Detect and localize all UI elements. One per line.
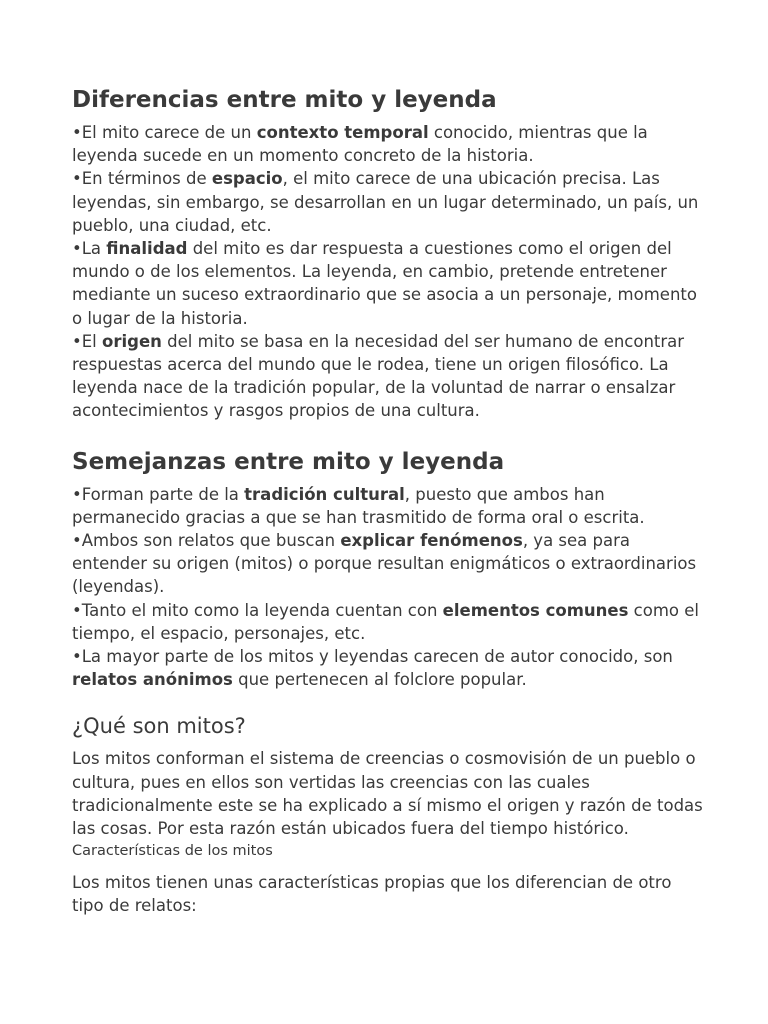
keyword: contexto temporal xyxy=(256,123,429,142)
keyword: espacio xyxy=(211,169,283,189)
keyword: tradición cultural xyxy=(244,484,405,504)
difference-item xyxy=(72,237,708,330)
text: , el mito carece de una ubicación precisa. Las leyendas, sin embargo, se desarrollan en un lugar determinado, un país, un pueblo, una ciudad, etc. xyxy=(72,169,699,235)
text: como el tiempo, el espacio, personajes, etc. xyxy=(72,600,699,643)
keyword: elementos comunes xyxy=(442,600,629,620)
text: , ya sea para entender su origen (mitos) o porque resultan enigmáticos o extraordinarios (leyendas). xyxy=(72,531,697,597)
keyword: finalidad xyxy=(106,239,188,259)
text: , puesto que ambos han permanecido gracias a que se han trasmitido de forma oral o escrita. xyxy=(72,484,645,527)
keyword: origen xyxy=(102,331,162,351)
differences-heading: Diferencias entre mito y leyenda xyxy=(72,87,497,113)
text: •Ambos son relatos que buscan xyxy=(72,531,341,551)
keyword: relatos anónimos xyxy=(72,670,233,690)
text: •Tanto el mito como la leyenda cuentan con xyxy=(72,600,443,620)
text: que pertenecen al folclore popular. xyxy=(232,670,527,690)
text: •Forman parte de la xyxy=(72,484,245,504)
text: conocido, mientras que la leyenda sucede en un momento concreto de la historia. xyxy=(72,123,648,166)
text: •La mayor parte de los mitos y leyendas carecen de autor conocido, son xyxy=(72,647,673,667)
difference-item xyxy=(72,121,708,167)
similarities-heading: Semejanzas entre mito y leyenda xyxy=(72,448,505,475)
text: del mito es dar respuesta a cuestiones como el origen del mundo o de los elementos. La leyenda, en cambio, pretende entretener mediante un suceso extraordinario que se asocia a un personaje, momento o lugar de la historia. xyxy=(72,239,697,328)
myth-characteristics-heading: Características de los mitos xyxy=(72,843,273,860)
what-are-myths-heading: ¿Qué son mitos? xyxy=(72,714,246,739)
similarity-item xyxy=(72,599,708,645)
characteristics-intro: Los mitos tienen unas características propias que los diferencian de otro tipo de relatos: xyxy=(72,873,672,916)
myths-paragraph: Los mitos conforman el sistema de creencias o cosmovisión de un pueblo o cultura, pues en ellos son vertidas las creencias con las cuales tradicionalmente este se ha explicado a sí mismo el origen y razón de todas las cosas. Por esta razón están ubicados fuera del tiempo histórico. xyxy=(72,749,703,839)
text: •El xyxy=(72,331,102,351)
difference-item xyxy=(72,330,708,423)
similarity-item xyxy=(72,483,708,529)
text: del mito se basa en la necesidad del ser humano de encontrar respuestas acerca del mundo que le rodea, tiene un origen filosófico. La leyenda nace de la tradición popular, de la voluntad de narrar o ensalzar acontecimientos y rasgos propios de una cultura. xyxy=(72,331,685,421)
difference-item xyxy=(72,167,708,237)
similarity-item xyxy=(72,529,708,599)
text: •La xyxy=(72,239,107,259)
similarity-item xyxy=(72,645,708,691)
text: •En términos de xyxy=(72,169,212,189)
keyword: explicar fenómenos xyxy=(340,531,523,551)
text: •El mito carece de un xyxy=(72,123,257,142)
